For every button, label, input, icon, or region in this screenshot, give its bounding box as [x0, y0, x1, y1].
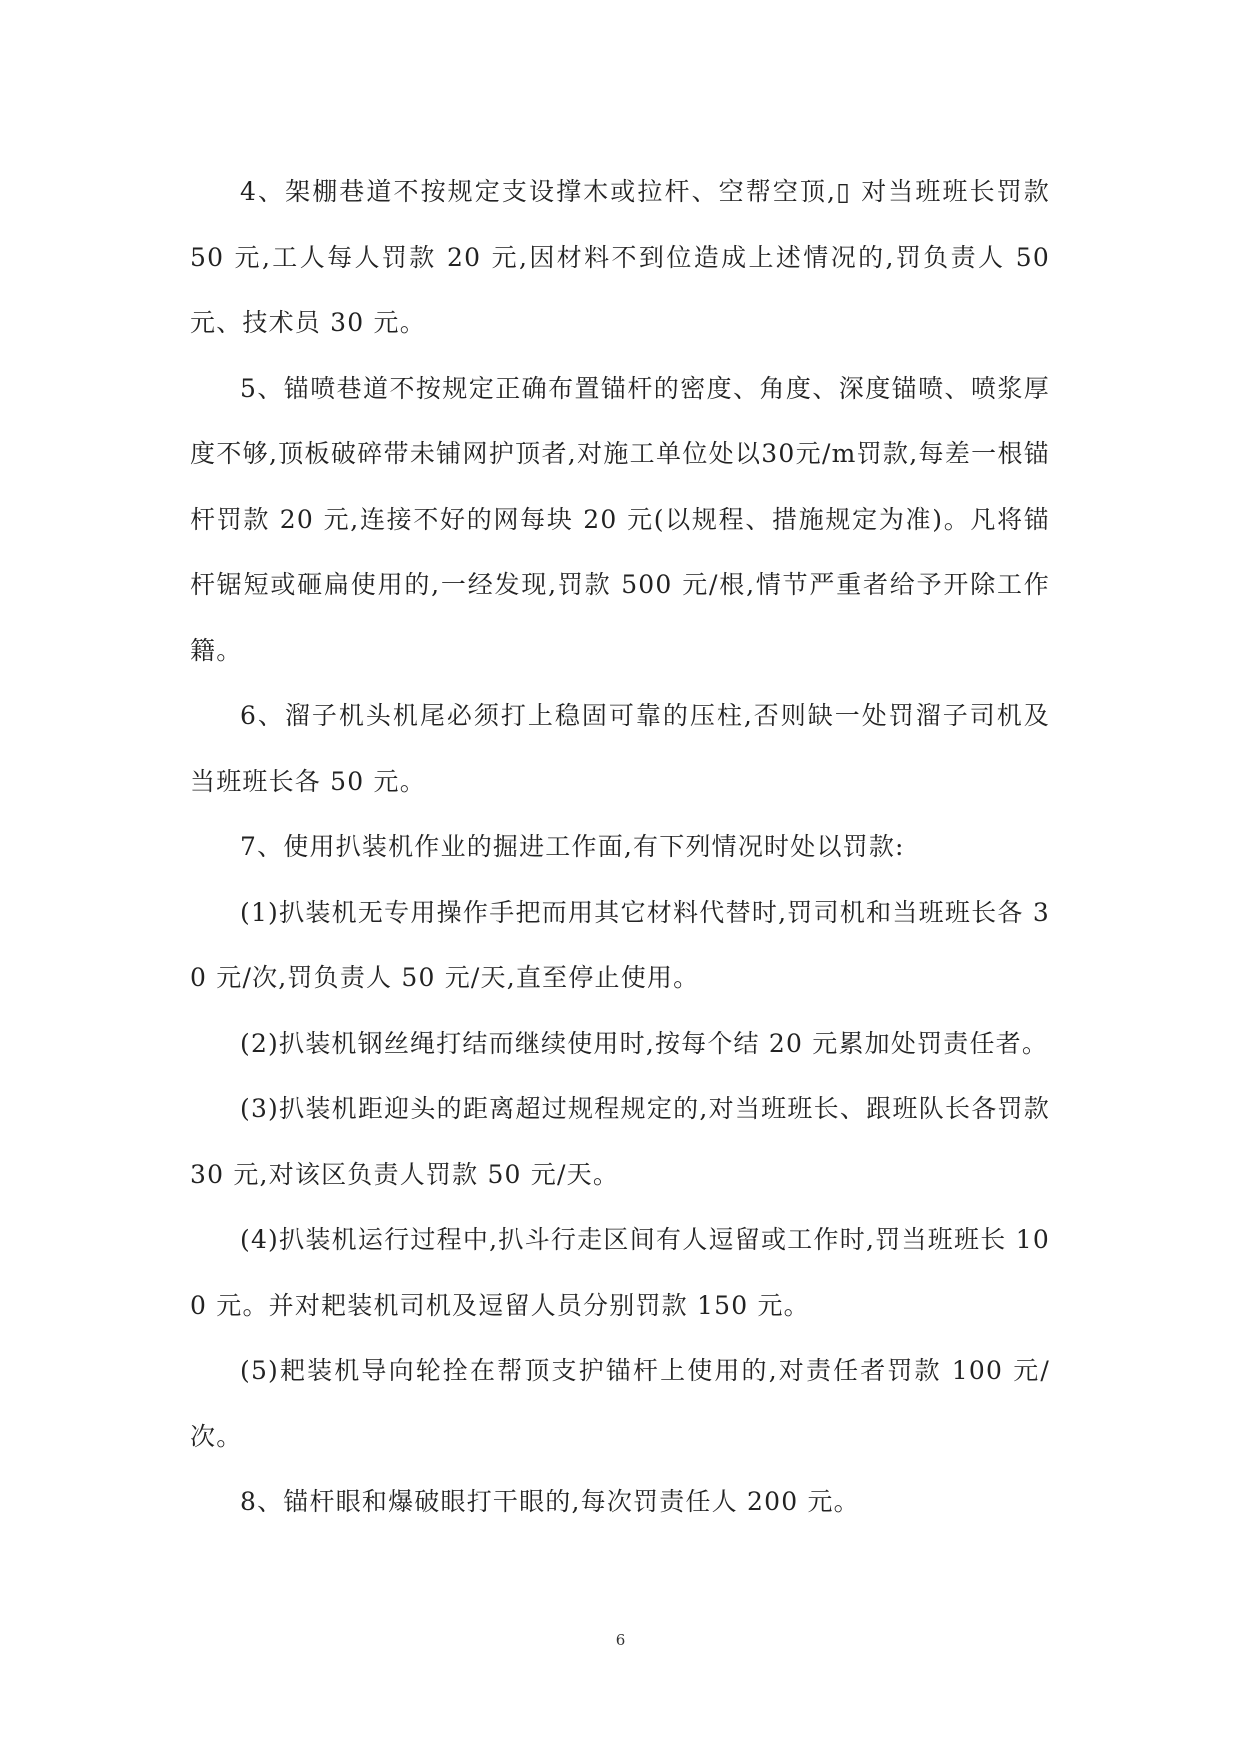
paragraph-item-8: 8、锚杆眼和爆破眼打干眼的,每次罚责任人 200 元。 — [240, 1487, 860, 1516]
paragraph-subitem-2: (2)扒装机钢丝绳打结而继续使用时,按每个结 20 元累加处罚责任者。 — [240, 1028, 1049, 1058]
paragraph-item-6: 6、溜子机头机尾必须打上稳固可靠的压柱,否则缺一处罚溜子司机及当班班长各 50 元。 — [190, 701, 1050, 796]
document-body — [190, 159, 1050, 1535]
page-number: 6 — [615, 1631, 626, 1649]
paragraph-item-4: 4、架棚巷道不按规定支设撑木或拉杆、空帮空顶,▯ 对当班班长罚款 50 元,工人每人罚款 20 元,因材料不到位造成上述情况的,罚负责人 50 元、技术员 30 元。 — [190, 177, 1050, 337]
paragraph-item-7: 7、使用扒装机作业的掘进工作面,有下列情况时处以罚款: — [240, 832, 905, 861]
paragraph-subitem-1: (1)扒装机无专用操作手把而用其它材料代替时,罚司机和当班班长各 30 元/次,罚负责人 50 元/天,直至停止使用。 — [190, 897, 1050, 992]
paragraph-subitem-5: (5)耙装机导向轮拴在帮顶支护锚杆上使用的,对责任者罚款 100 元/次。 — [190, 1356, 1050, 1451]
paragraph-subitem-3: (3)扒装机距迎头的距离超过规程规定的,对当班班长、跟班队长各罚款 30 元,对该区负责人罚款 50 元/天。 — [190, 1094, 1050, 1189]
paragraph-subitem-4: (4)扒装机运行过程中,扒斗行走区间有人逗留或工作时,罚当班班长 100 元。并对耙装机司机及逗留人员分别罚款 150 元。 — [190, 1225, 1050, 1320]
paragraph-item-5: 5、锚喷巷道不按规定正确布置锚杆的密度、角度、深度锚喷、喷浆厚度不够,顶板破碎带未铺网护顶者,对施工单位处以30元/m罚款,每差一根锚杆罚款 20 元,连接不好的网每块 20 元(以规程、措施规定为准)。凡将锚杆锯短或砸扁使用的,一经发现,罚款 500 元/根,情节严重者给予开除工作籍。 — [190, 373, 1050, 665]
